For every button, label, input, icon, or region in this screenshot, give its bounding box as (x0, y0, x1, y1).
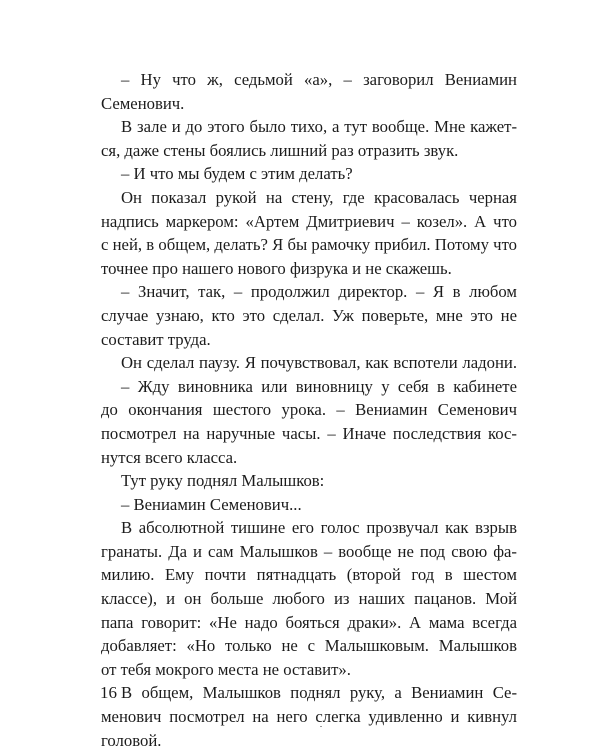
text-line: с ней, в общем, делать? Я бы рамочку прибил. Потому что (101, 235, 517, 255)
text-line: милию. Ему почти пятнадцать (второй год в шестом (101, 565, 517, 585)
text-line: головой. (101, 730, 162, 750)
print-speck (320, 726, 322, 727)
text-line: добавляет: «Но только не с Малышковым. Малышков (101, 636, 517, 656)
text-line: составит труда. (101, 329, 211, 349)
text-line: менович посмотрел на него слегка удивленно и кивнул (101, 707, 517, 727)
text-line: точнее про нашего нового физрука и не скажешь. (101, 258, 452, 278)
text-line: гранаты. Да и сам Малышков – вообще не под свою фа- (101, 541, 517, 561)
text-line: – Жду виновника или виновницу у себя в кабинете (121, 376, 517, 396)
text-line: Он сделал паузу. Я почувствовал, как вспотели ладони. (121, 353, 517, 373)
text-line: папа говорит: «Не надо бояться драки». А мама всегда (101, 612, 517, 632)
text-line: В зале и до этого было тихо, а тут вообще. Мне кажет- (121, 117, 517, 137)
text-line: В общем, Малышков поднял руку, а Вениамин Се- (121, 683, 517, 703)
text-line: посмотрел на наручные часы. – Иначе последствия кос- (101, 423, 517, 443)
text-line: В абсолютной тишине его голос прозвучал как взрыв (121, 518, 517, 538)
text-line: от тебя мокрого места не оставит». (101, 659, 351, 679)
text-line: Он показал рукой на стену, где красовалась черная (121, 187, 517, 207)
text-line: – Значит, так, – продолжил директор. – Я в любом (121, 282, 517, 302)
text-line: случае узнаю, кто это сделал. Уж поверьте, мне это не (101, 305, 517, 325)
text-line: – И что мы будем с этим делать? (121, 164, 353, 184)
text-line: – Ну что ж, седьмой «а», – заговорил Вениамин (121, 70, 517, 89)
page-number: 16 (100, 683, 117, 702)
text-line: Семенович. (101, 93, 185, 113)
text-line: надпись маркером: «Артем Дмитриевич – козел». А что (101, 211, 517, 231)
text-line: классе), и он больше любого из наших пацанов. Мой (101, 589, 517, 609)
text-line: до окончания шестого урока. – Вениамин Семенович (101, 400, 517, 420)
text-line: ся, даже стены боялись лишний раз отразить звук. (101, 140, 459, 160)
page-text (101, 68, 517, 752)
text-line: нутся всего класса. (101, 447, 238, 467)
text-line: – Вениамин Семенович... (121, 494, 302, 514)
text-line: Тут руку поднял Малышков: (121, 471, 325, 491)
